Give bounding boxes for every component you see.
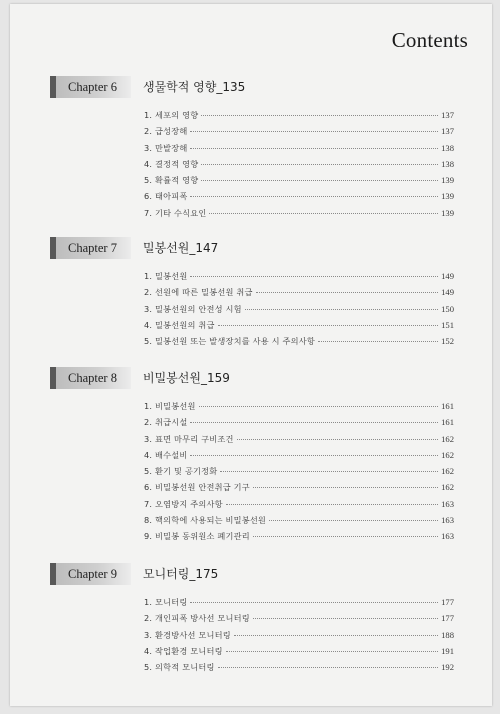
toc-item[interactable]: [144, 662, 454, 678]
toc-item-page: 138: [441, 158, 454, 169]
toc-item[interactable]: [144, 531, 454, 547]
toc-item-text: 4. 작업환경 모니터링: [144, 645, 223, 656]
toc-item[interactable]: [144, 417, 454, 433]
toc-item[interactable]: [144, 287, 454, 303]
dot-leader: [190, 602, 438, 603]
toc-item-page: 149: [441, 287, 454, 298]
chapter-section-7: [50, 237, 455, 347]
chapter-header: [50, 76, 455, 98]
toc-item[interactable]: [144, 175, 454, 191]
toc-item-page: 191: [441, 645, 454, 656]
toc-item-page: 192: [441, 662, 454, 673]
chapter-section-6: [50, 76, 455, 218]
toc-item-text: 1. 비밀봉선원: [144, 401, 196, 411]
toc-item-page: 149: [441, 271, 454, 281]
dot-leader: [201, 115, 438, 116]
dot-leader: [237, 439, 439, 440]
dot-leader: [218, 325, 439, 326]
toc-item-text: 5. 밀봉선원 또는 발생장치를 사용 시 주의사항: [144, 336, 315, 347]
toc-item-text: 2. 급성장해: [144, 126, 188, 137]
toc-item[interactable]: [144, 191, 454, 207]
dot-leader: [269, 520, 438, 521]
chapter-title: 비밀봉선원_159: [143, 371, 230, 385]
toc-item[interactable]: [144, 466, 454, 482]
toc-item[interactable]: [144, 482, 454, 498]
toc-item[interactable]: [144, 110, 454, 126]
toc-item-page: 137: [441, 110, 454, 120]
toc-item-text: 7. 기타 수식요인: [144, 207, 207, 218]
toc-item-text: 6. 태아피폭: [144, 191, 188, 202]
toc-item[interactable]: [144, 515, 454, 531]
dot-leader: [318, 341, 438, 342]
toc-item-list: [144, 271, 454, 352]
chapter-title: 밀봉선원_147: [143, 241, 219, 255]
toc-item[interactable]: [144, 630, 454, 646]
chapter-header: [50, 563, 455, 585]
toc-item-text: 1. 세포의 영향: [144, 110, 199, 120]
toc-item-page: 161: [441, 417, 454, 428]
toc-item[interactable]: [144, 304, 454, 320]
toc-item[interactable]: [144, 208, 454, 224]
chapter-label: Chapter 6: [56, 76, 131, 98]
toc-item-text: 9. 비밀봉 동위원소 폐기관리: [144, 531, 250, 542]
toc-item-text: 1. 밀봉선원: [144, 271, 188, 281]
toc-item-text: 4. 밀봉선원의 취급: [144, 319, 215, 330]
chapter-section-9: [50, 563, 455, 673]
dot-leader: [245, 309, 438, 310]
toc-item-page: 150: [441, 303, 454, 314]
toc-item-page: 138: [441, 142, 454, 153]
toc-item[interactable]: [144, 597, 454, 613]
toc-item-text: 4. 배수설비: [144, 449, 188, 460]
dot-leader: [199, 406, 439, 407]
toc-item-page: 162: [441, 433, 454, 444]
toc-item[interactable]: [144, 499, 454, 515]
toc-item-page: 139: [441, 175, 454, 186]
dot-leader: [190, 148, 438, 149]
dot-leader: [190, 422, 438, 423]
dot-leader: [220, 471, 438, 472]
chapter-label: Chapter 8: [56, 367, 131, 389]
dot-leader: [201, 180, 438, 181]
toc-item[interactable]: [144, 271, 454, 287]
toc-item-list: [144, 401, 454, 548]
toc-item-page: 139: [441, 191, 454, 202]
toc-item-text: 3. 환경방사선 모니터링: [144, 629, 231, 640]
toc-item-page: 162: [441, 449, 454, 460]
toc-item-text: 5. 확률적 영향: [144, 175, 199, 186]
dot-leader: [209, 213, 438, 214]
toc-item[interactable]: [144, 336, 454, 352]
toc-item-list: [144, 597, 454, 678]
toc-item[interactable]: [144, 613, 454, 629]
dot-leader: [226, 651, 438, 652]
chapter-title: 생물학적 영향_135: [143, 80, 246, 94]
chapter-section-8: [50, 367, 455, 542]
toc-item-page: 161: [441, 401, 454, 411]
toc-item-page: 188: [441, 629, 454, 640]
dot-leader: [190, 196, 438, 197]
toc-item-page: 163: [441, 531, 454, 542]
toc-item[interactable]: [144, 320, 454, 336]
toc-item-text: 3. 밀봉선원의 안전성 시험: [144, 303, 242, 314]
dot-leader: [256, 292, 438, 293]
toc-item-page: 162: [441, 482, 454, 493]
dot-leader: [253, 536, 438, 537]
toc-item-text: 5. 의학적 모니터링: [144, 662, 215, 673]
toc-item-text: 3. 만발장해: [144, 142, 188, 153]
toc-item-text: 2. 선원에 따른 밀봉선원 취급: [144, 287, 253, 298]
toc-item[interactable]: [144, 450, 454, 466]
dot-leader: [218, 667, 439, 668]
dot-leader: [253, 618, 438, 619]
toc-item-page: 163: [441, 498, 454, 509]
chapter-header: [50, 237, 455, 259]
dot-leader: [253, 487, 438, 488]
toc-item-page: 163: [441, 515, 454, 526]
toc-page: [10, 4, 492, 706]
toc-item-text: 1. 모니터링: [144, 597, 188, 607]
toc-item-text: 7. 오염방지 주의사항: [144, 498, 223, 509]
toc-item-page: 151: [441, 319, 454, 330]
chapter-header: [50, 367, 455, 389]
toc-item-text: 5. 환기 및 공기정화: [144, 466, 218, 477]
toc-item[interactable]: [144, 401, 454, 417]
dot-leader: [201, 164, 438, 165]
toc-item[interactable]: [144, 646, 454, 662]
toc-item[interactable]: [144, 143, 454, 159]
toc-item-page: 162: [441, 466, 454, 477]
toc-item-text: 8. 핵의학에 사용되는 비밀봉선원: [144, 515, 267, 526]
toc-item[interactable]: [144, 434, 454, 450]
dot-leader: [190, 455, 438, 456]
dot-leader: [226, 504, 438, 505]
toc-item-text: 2. 취급시설: [144, 417, 188, 428]
chapter-title: 모니터링_175: [143, 567, 219, 581]
toc-item-list: [144, 110, 454, 224]
chapter-label: Chapter 7: [56, 237, 131, 259]
chapter-label: Chapter 9: [56, 563, 131, 585]
toc-item-text: 6. 비밀봉선원 안전취급 기구: [144, 482, 250, 493]
toc-item-text: 4. 결정적 영향: [144, 158, 199, 169]
toc-item[interactable]: [144, 159, 454, 175]
toc-item-text: 2. 개인피폭 방사선 모니터링: [144, 613, 250, 624]
toc-item-page: 177: [441, 597, 454, 607]
page-title: Contents: [391, 28, 468, 52]
toc-item-page: 137: [441, 126, 454, 137]
toc-item-page: 177: [441, 613, 454, 624]
toc-item-text: 3. 표면 마무리 구비조건: [144, 433, 234, 444]
toc-item[interactable]: [144, 126, 454, 142]
dot-leader: [234, 635, 438, 636]
toc-item-page: 152: [441, 336, 454, 347]
toc-item-page: 139: [441, 207, 454, 218]
dot-leader: [190, 276, 438, 277]
dot-leader: [190, 131, 438, 132]
